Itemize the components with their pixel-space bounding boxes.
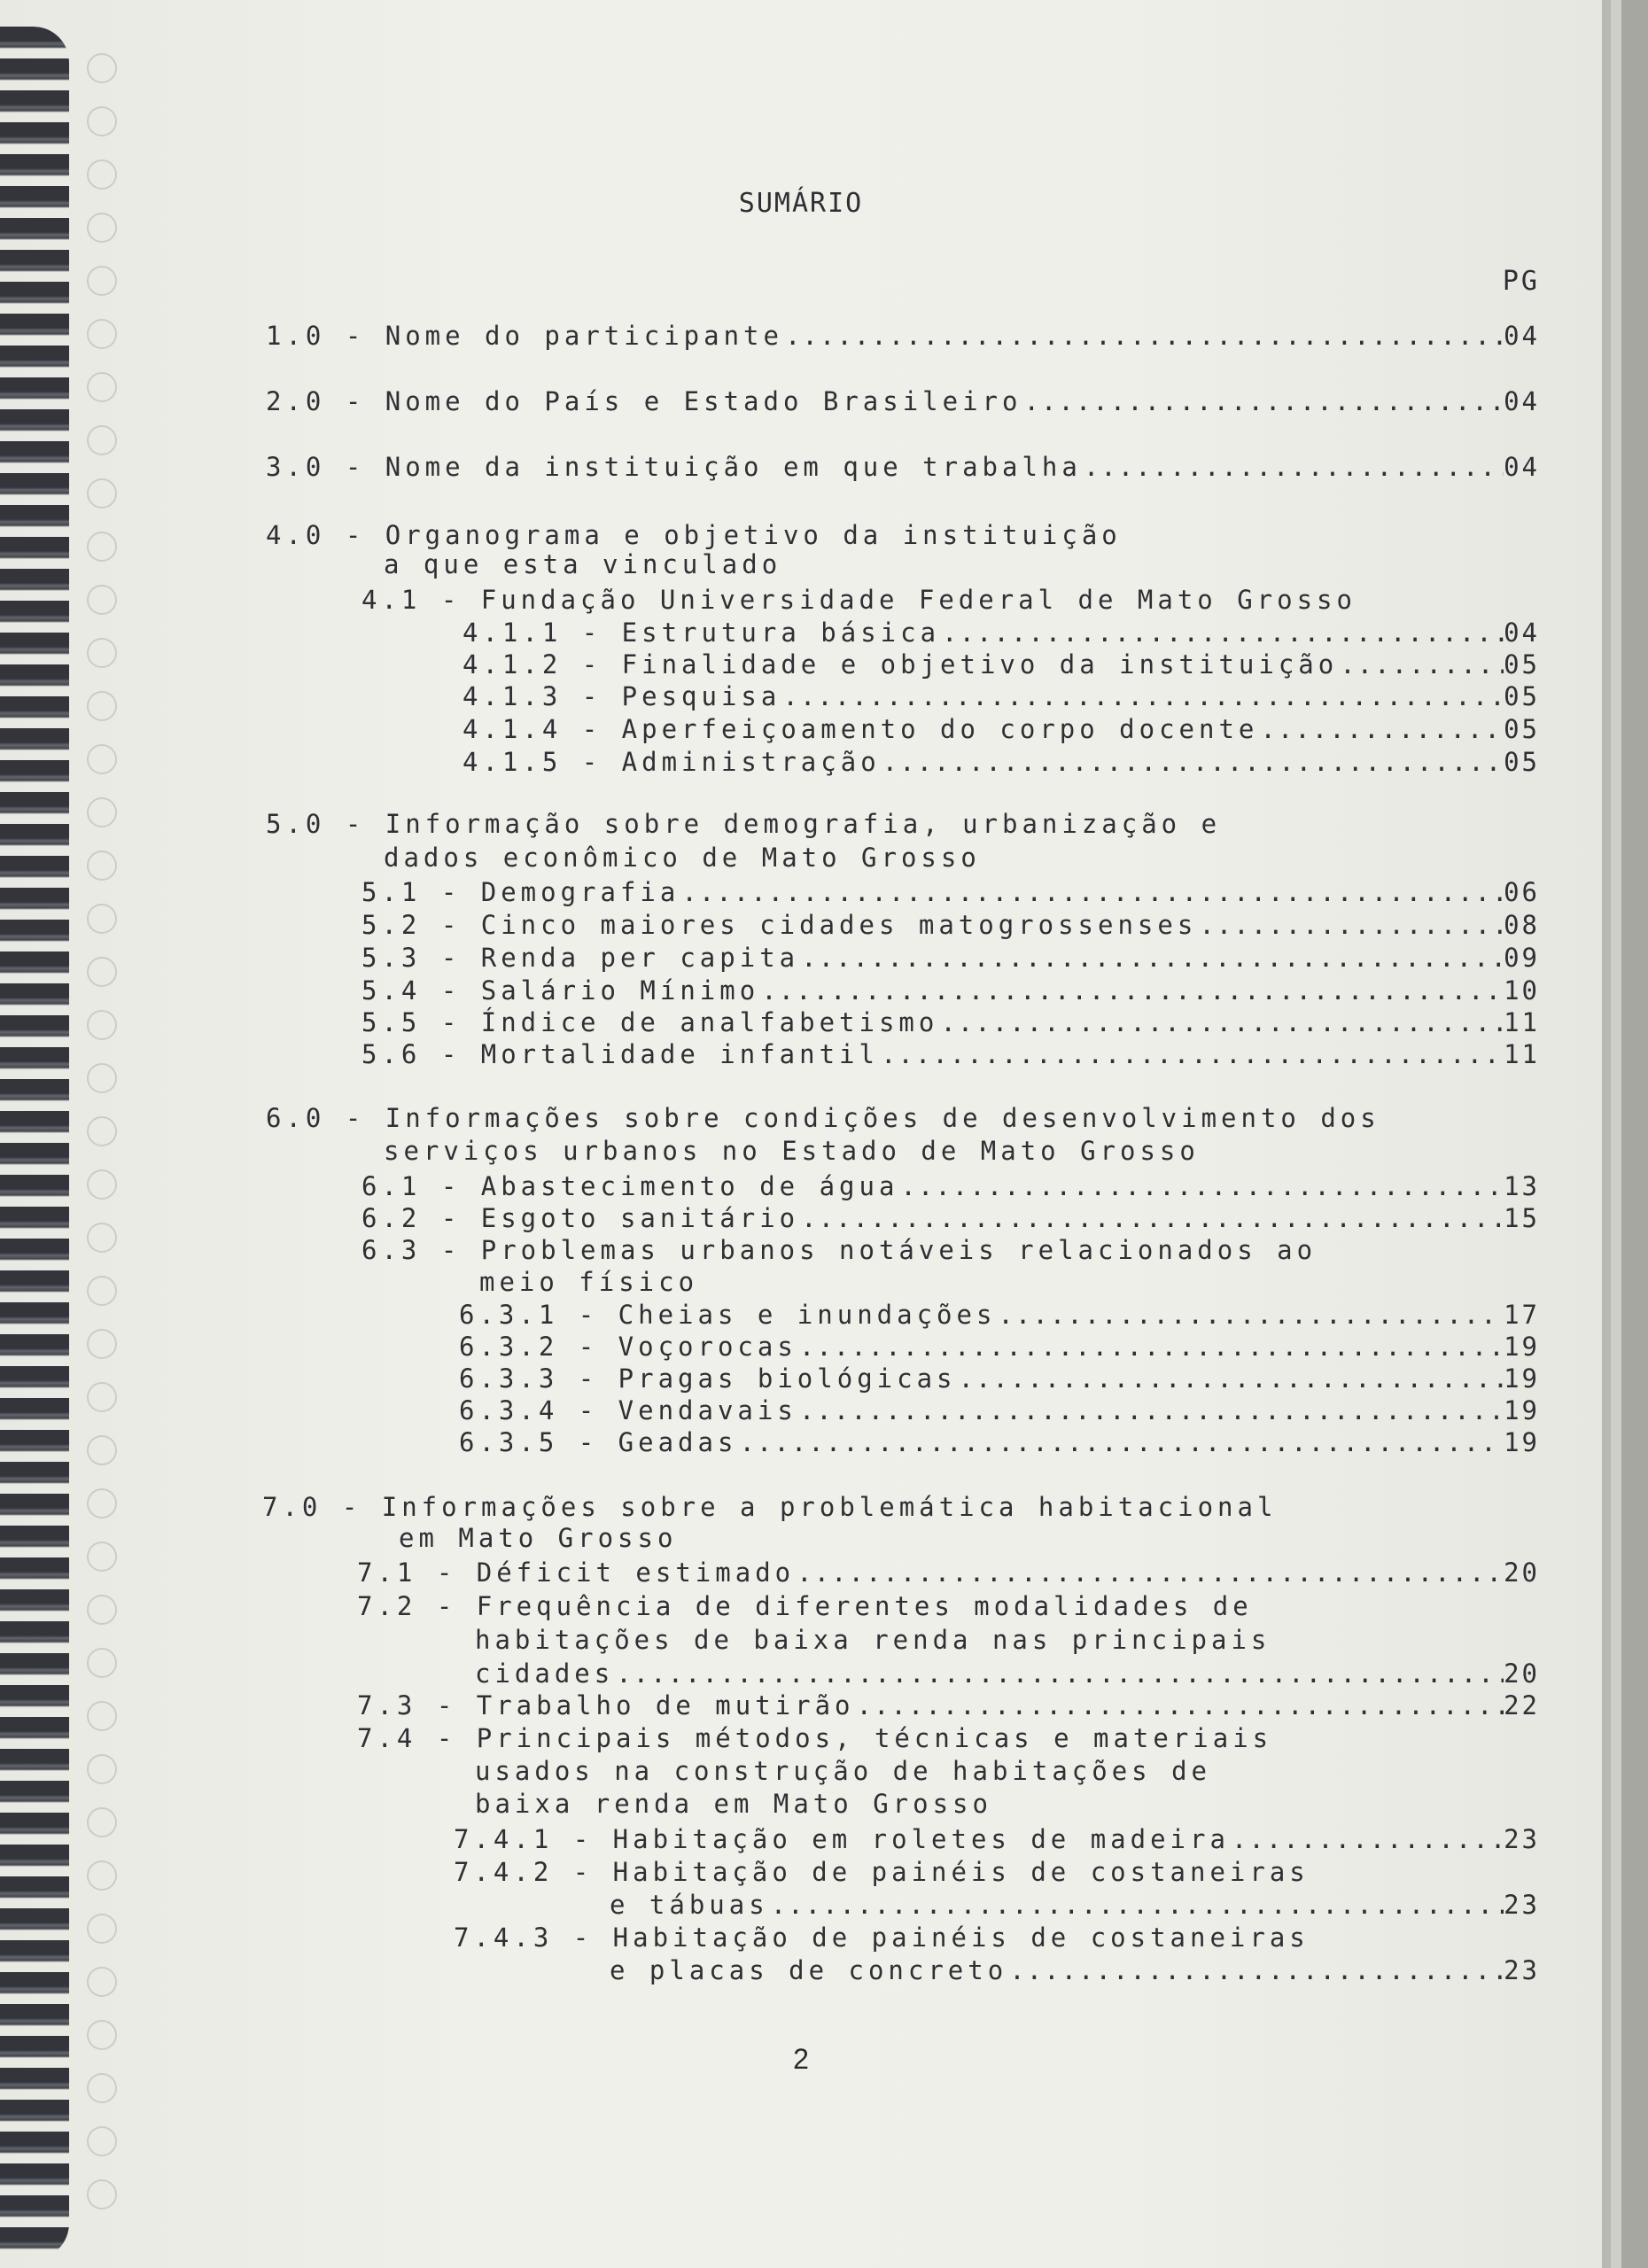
page-title: SUMÁRIO <box>738 188 864 219</box>
toc-entry: 6.3 - Problemas urbanos notáveis relacionados ao <box>361 1235 1318 1265</box>
toc-entry: 6.3.4 - Vendavais ..... 19 <box>459 1395 1540 1425</box>
toc-entry: 6.0 - Informações sobre condições de desenvolvimento dos <box>266 1103 1380 1133</box>
toc-entry: 3.0 - Nome da instituição em que trabalha ..... 04 <box>266 452 1540 482</box>
toc-entry: cidades ..... 20 <box>475 1658 1540 1689</box>
toc-entry: em Mato Grosso <box>399 1523 678 1553</box>
toc-entry: 4.1.5 - Administração ..... 05 <box>463 747 1540 777</box>
toc-entry: habitações de baixa renda nas principais <box>475 1625 1271 1655</box>
toc-entry: 4.1.1 - Estrutura básica ..... 04 <box>463 617 1540 648</box>
toc-entry: 6.1 - Abastecimento de água ..... 13 <box>361 1171 1540 1201</box>
toc-entry: 7.4 - Principais métodos, técnicas e materiais <box>357 1723 1273 1753</box>
toc-entry: 6.2 - Esgoto sanitário ..... 15 <box>361 1203 1540 1233</box>
toc-entry: dados econômico de Mato Grosso <box>384 843 981 873</box>
toc-entry: 7.3 - Trabalho de mutirão ..... 22 <box>357 1690 1540 1720</box>
toc-entry: a que esta vinculado <box>384 549 782 579</box>
toc-entry: meio físico <box>479 1267 699 1297</box>
toc-entry: 6.3.1 - Cheias e inundações ..... 17 <box>459 1300 1540 1330</box>
toc-entry: 5.4 - Salário Mínimo ..... 10 <box>361 975 1540 1006</box>
toc-entry: 4.1.2 - Finalidade e objetivo da instituição ..... 05 <box>463 649 1540 680</box>
toc-entry: e tábuas ..... 23 <box>610 1890 1540 1920</box>
page-edge <box>1621 0 1648 2268</box>
toc-entry: 5.3 - Renda per capita ..... 09 <box>361 943 1540 973</box>
toc-entry: 7.4.3 - Habitação de painéis de costaneiras <box>454 1922 1310 1953</box>
page-column-header: PG <box>1502 266 1540 297</box>
toc-entry: 5.2 - Cinco maiores cidades matogrossenses ..... 08 <box>361 910 1540 940</box>
toc-entry: 7.0 - Informações sobre a problemática habitacional <box>262 1492 1278 1522</box>
toc-entry: 4.0 - Organograma e objetivo da instituição <box>266 520 1122 550</box>
toc-entry: 2.0 - Nome do País e Estado Brasileiro ..... 04 <box>266 386 1540 416</box>
toc-entry: 6.3.2 - Voçorocas ..... 19 <box>459 1332 1540 1362</box>
toc-entry: 5.6 - Mortalidade infantil ..... 11 <box>361 1039 1540 1069</box>
toc-entry: 6.3.3 - Pragas biológicas ..... 19 <box>459 1363 1540 1394</box>
toc-entry: 7.1 - Déficit estimado ..... 20 <box>357 1557 1540 1588</box>
toc-entry: 5.5 - Índice de analfabetismo ..... 11 <box>361 1007 1540 1037</box>
toc-entry: e placas de concreto ..... 23 <box>610 1955 1540 1985</box>
toc-entry: usados na construção de habitações de <box>475 1756 1212 1786</box>
page-edge <box>1611 0 1621 2268</box>
toc-entry: 7.4.1 - Habitação em roletes de madeira ..... 23 <box>454 1824 1540 1854</box>
toc-entry: 1.0 - Nome do participante ..... 04 <box>266 321 1540 351</box>
punch-hole <box>87 2179 117 2210</box>
toc-entry: 5.0 - Informação sobre demografia, urbanização e <box>266 809 1222 839</box>
toc-entry: baixa renda em Mato Grosso <box>475 1789 992 1819</box>
toc-entry: 5.1 - Demografia ..... 06 <box>361 877 1540 907</box>
toc-entry: serviços urbanos no Estado de Mato Grosso <box>384 1136 1200 1166</box>
toc-entry: 6.3.5 - Geadas ..... 19 <box>459 1427 1540 1457</box>
page-number: 2 <box>793 2043 809 2075</box>
toc-entry: 4.1.4 - Aperfeiçoamento do corpo docente ..... 05 <box>463 714 1540 744</box>
toc-entry: 4.1 - Fundação Universidade Federal de Mato Grosso <box>361 585 1356 615</box>
toc-entry: 7.2 - Frequência de diferentes modalidades de <box>357 1591 1253 1621</box>
toc-entry: 4.1.3 - Pesquisa ..... 05 <box>463 681 1540 711</box>
toc-entry: 7.4.2 - Habitação de painéis de costaneiras <box>454 1857 1310 1887</box>
page-edge <box>1602 0 1611 2268</box>
